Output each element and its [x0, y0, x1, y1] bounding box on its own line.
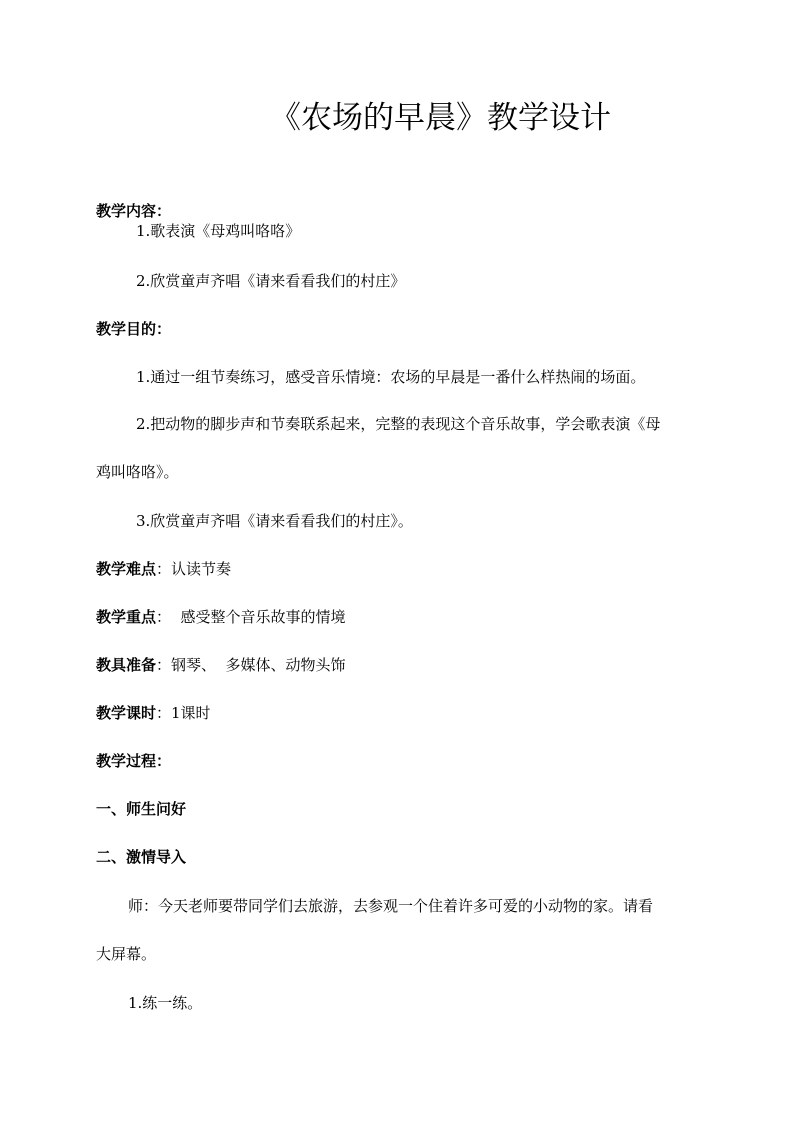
duration-value: ：1课时	[156, 704, 211, 722]
equipment-label: 教具准备	[96, 656, 157, 674]
process-sub-item-1: 1.练一练。	[128, 994, 203, 1012]
teacher-speech-line-1: 师：今天老师要带同学们去旅游，去参观一个住着许多可爱的小动物的家。请看	[128, 897, 654, 915]
difficulty-label: 教学难点	[96, 560, 157, 578]
duration-label: 教学课时	[96, 704, 157, 722]
section-heading-goals: 教学目的：	[96, 320, 172, 338]
goal-item-1: 1.通过一组节奏练习，感受音乐情境：农场的早晨是一番什么样热闹的场面。	[136, 368, 646, 386]
key-point-value: ： 感受整个音乐故事的情境	[156, 608, 346, 626]
key-point-label: 教学重点	[96, 608, 157, 626]
teacher-speech-line-2: 大屏幕。	[96, 945, 157, 963]
equipment-value: ：钢琴、 多媒体、动物头饰	[156, 656, 346, 674]
document-title: 《农场的早晨》教学设计	[270, 100, 611, 136]
goal-item-3: 3.欣赏童声齐唱《请来看看我们的村庄》。	[136, 512, 413, 530]
content-item-2: 2.欣赏童声齐唱《请来看看我们的村庄》	[136, 272, 406, 290]
goal-item-2-line-2: 鸡叫咯咯》。	[96, 463, 179, 481]
section-heading-content: 教学内容：	[96, 202, 172, 220]
process-step-1: 一、师生问好	[96, 800, 187, 818]
difficulty-value: ：认读节奏	[156, 560, 232, 578]
equipment-row	[96, 654, 346, 676]
difficulty-row	[96, 558, 231, 580]
key-point-row	[96, 606, 346, 628]
section-heading-process: 教学过程：	[96, 752, 172, 770]
process-step-2: 二、激情导入	[96, 848, 187, 866]
content-item-1: 1.歌表演《母鸡叫咯咯》	[136, 222, 301, 240]
goal-item-2-line-1: 2.把动物的脚步声和节奏联系起来，完整的表现这个音乐故事，学会歌表演《母	[136, 415, 661, 433]
duration-row	[96, 702, 211, 724]
